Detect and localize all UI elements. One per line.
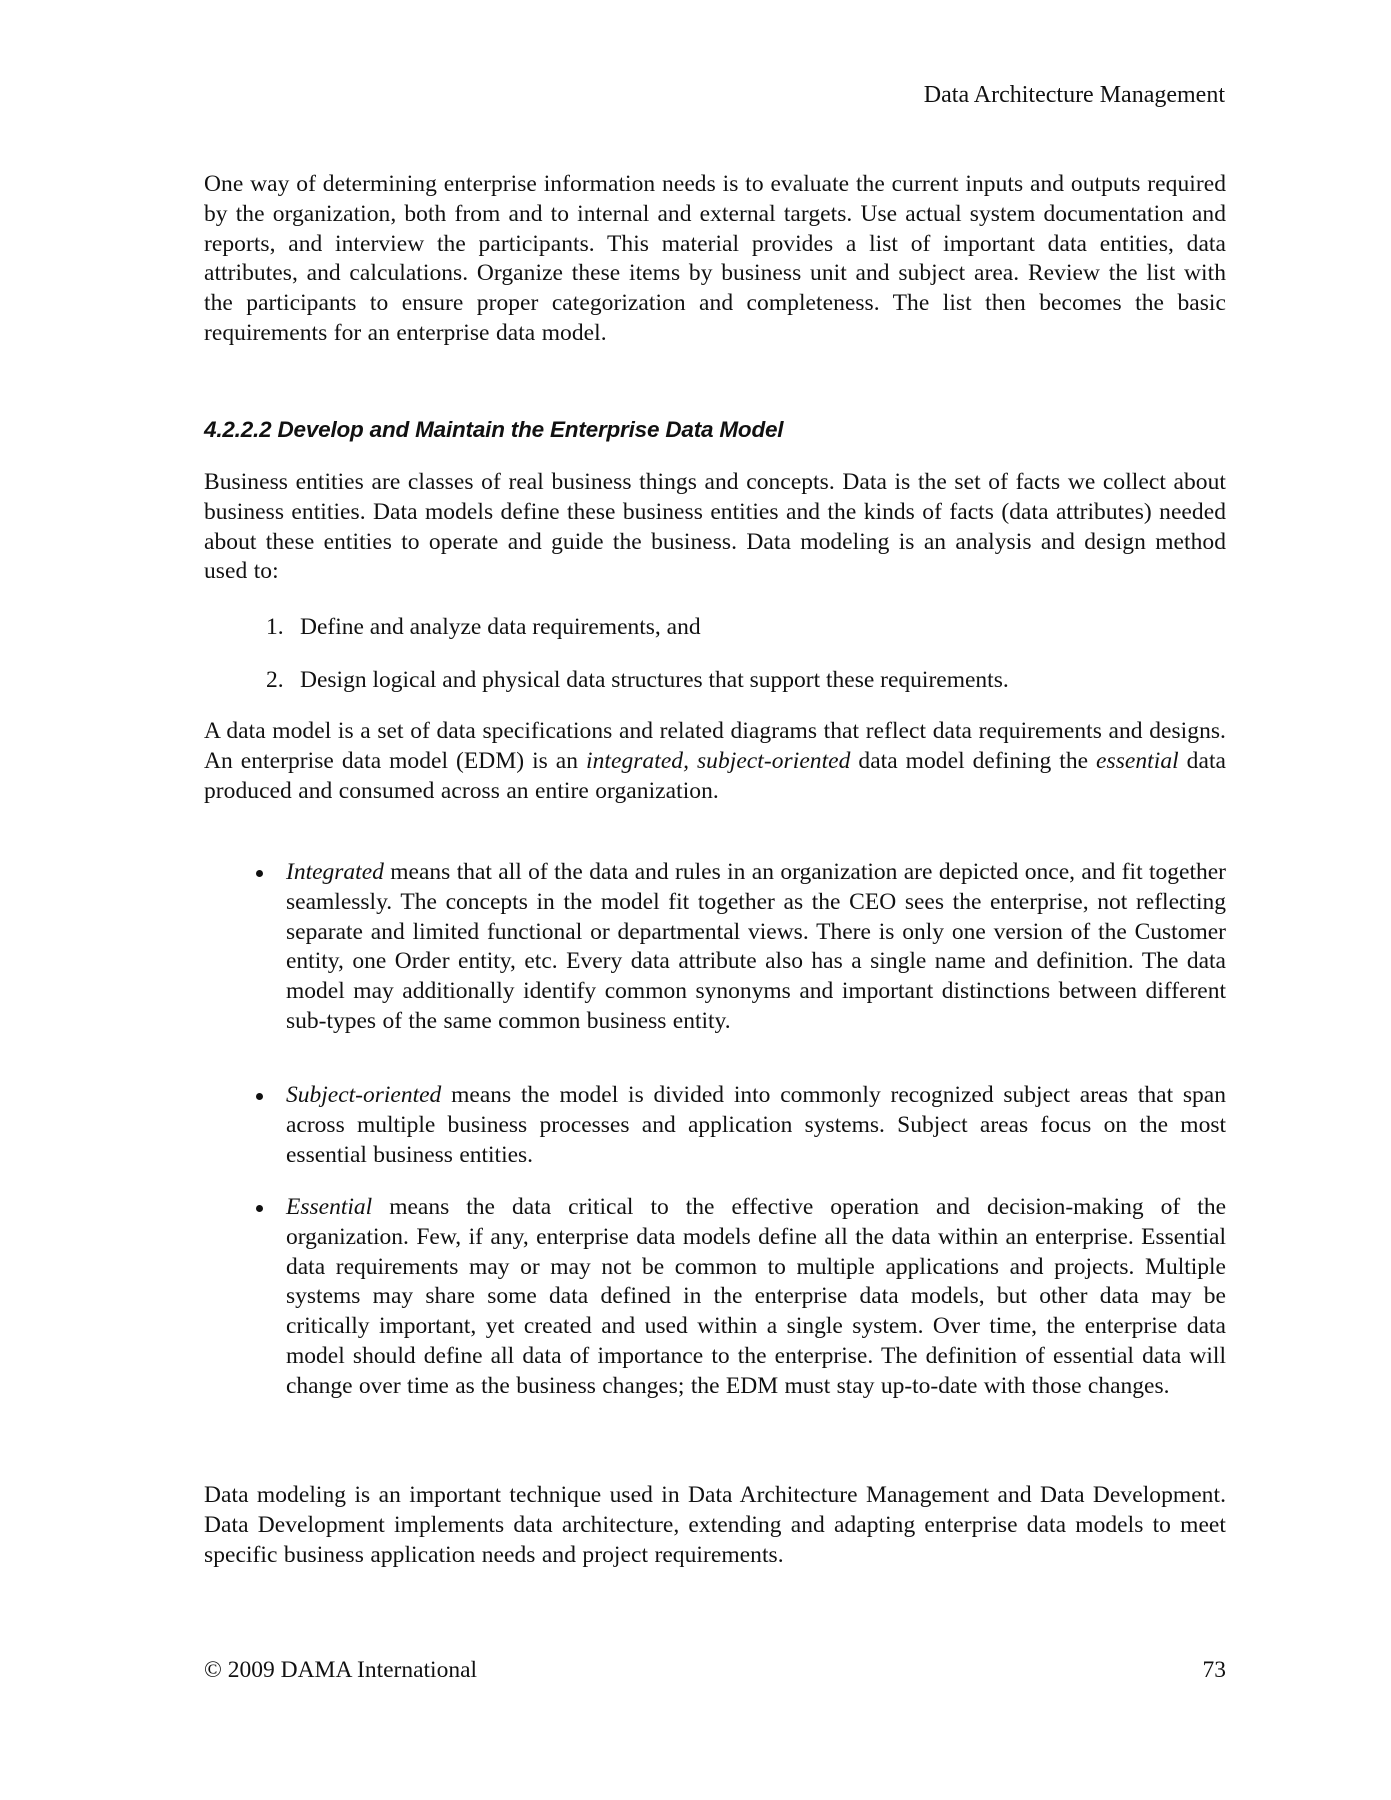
running-header: Data Architecture Management [923,82,1225,108]
list-item-text: Define and analyze data requirements, and [300,614,701,640]
page-number: 73 [1202,1657,1226,1683]
bullet-text [286,858,1226,1037]
bullet-icon [252,1193,286,1402]
section-heading: 4.2.2.2 Develop and Maintain the Enterprise Data Model [204,417,784,442]
paragraph-information-needs: One way of determining enterprise information needs is to evaluate the current inputs and outputs required by the organization, both from and to internal and external targets. Use actual system documentation and reports, and interview the participants. This material provides a list of important data entities, data attributes, and calculations. Organize these items by business unit and subject area. Review the list with the participants to ensure proper categorization and completeness. The list then becomes the basic requirements for an enterprise data model. [204,171,1226,346]
bullet-text [286,1081,1226,1170]
bullet-term: Essential [286,1194,373,1220]
numbered-list-item [266,665,1009,695]
bullet-term: Subject-oriented [286,1082,442,1108]
bullet-description: means the model is divided into commonly recognized subject areas that span across multiple business processes and application systems. Subject areas focus on the most essential business entities. [286,1082,1226,1168]
emphasis-integrated-subject-oriented: integrated, subject-oriented [586,747,851,774]
bullet-icon [252,1081,286,1170]
copyright-notice: © 2009 DAMA International [204,1657,478,1683]
bullet-icon [252,858,286,1037]
bullet-item-subject-oriented [252,1081,1226,1170]
bullet-description: means the data critical to the effective operation and decision-making of the organization. Few, if any, enterprise data models define all the data within an enterprise. Essential data requirements may or may not be common to multiple applications and projects. Multiple systems may share some data defined in the enterprise data models, but other data may be critically important, yet created and used within a single system. Over time, the enterprise data model should define all data of importance to the enterprise. The definition of essential data will change over time as the business changes; the EDM must stay up-to-date with those changes. [286,1194,1226,1399]
emphasis-essential: essential [1096,747,1179,774]
numbered-list-item [266,612,701,642]
text-run: data model defining the [850,747,1097,774]
paragraph-data-model-definition [204,717,1226,806]
bullet-description: means that all of the data and rules in an organization are depicted once, and fit together seamlessly. The concepts in the model fit together as the CEO sees the enterprise, not reflecting separate and limited functional or departmental views. There is only one version of the Customer entity, one Order entity, etc. Every data attribute also has a single name and definition. The data model may additionally identify common synonyms and important distinctions between different sub-types of the same common business entity. [286,859,1226,1034]
bullet-item-essential [252,1193,1226,1402]
paragraph-business-entities: Business entities are classes of real business things and concepts. Data is the set of facts we collect about business entities. Data models define these business entities and the kinds of facts (data attributes) needed about these entities to operate and guide the business. Data modeling is an analysis and design method used to: [204,469,1226,585]
list-number: 1. [266,614,284,640]
bullet-text [286,1193,1226,1402]
list-item-text: Design logical and physical data structures that support these requirements. [300,667,1009,693]
paragraph-data-modeling-technique: Data modeling is an important technique used in Data Architecture Management and Data Development. Data Development implements data architecture, extending and adapting enterprise data models to meet specific business application needs and project requirements. [204,1482,1226,1568]
bullet-term: Integrated [286,859,384,885]
text-run: data produced and consumed across an entire organization. [204,747,1227,804]
text-run: A data model is a set of data specifications and related diagrams that reflect data requirements and designs. An enterprise data model (EDM) is an [204,718,1226,774]
page-footer [204,1655,1226,1685]
bullet-item-integrated [252,858,1226,1037]
list-number: 2. [266,667,284,693]
